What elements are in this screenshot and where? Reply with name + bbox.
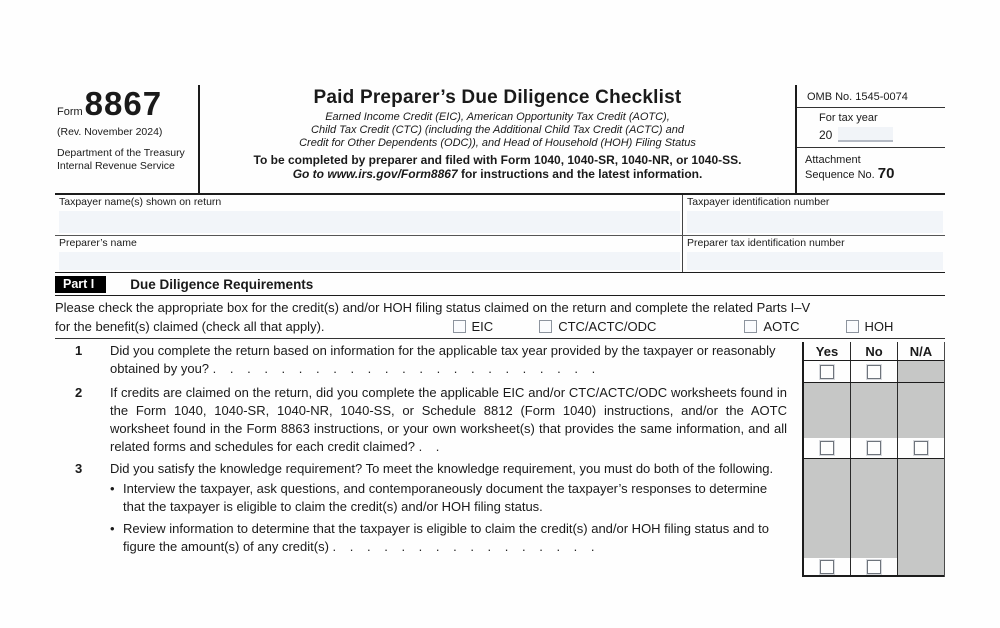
taxpayer-id-cell	[683, 195, 945, 235]
question-3-bullet-1-text: Interview the taxpayer, ask questions, and contemporaneously document the taxpayer’s responses to determine that the taxpayer is eligible to claim the credit(s) and/or HOH filing status.	[123, 481, 768, 514]
question-3-number: 3	[75, 461, 83, 476]
eic-checkbox[interactable]	[453, 320, 466, 333]
question-2-dot-leader: . .	[418, 439, 442, 454]
form-title-block	[200, 85, 795, 193]
question-3-no-checkbox[interactable]	[867, 560, 881, 574]
goto-suffix: for instructions and the latest information.	[457, 167, 703, 181]
identification-section	[55, 195, 945, 273]
preparer-tin-label: Preparer tax identification number	[687, 237, 845, 249]
question-1-yes-checkbox[interactable]	[820, 365, 834, 379]
taxpayer-name-cell	[55, 195, 683, 235]
shaded-filler-row	[804, 383, 944, 438]
tax-year-input[interactable]	[838, 127, 893, 142]
question-3-answer-row	[804, 558, 944, 577]
bullet-icon: •	[110, 521, 115, 536]
intro-line-1: Please check the appropriate box for the credit(s) and/or HOH filing status claimed on the return and complete the related Parts I–V	[55, 300, 811, 315]
irs-url: www.irs.gov/Form8867	[327, 167, 458, 181]
shaded-filler-row	[804, 459, 944, 558]
question-3-yes-checkbox[interactable]	[820, 560, 834, 574]
form-word: Form	[57, 106, 83, 118]
question-1-na-blocked-cell	[897, 361, 944, 382]
goto-instruction	[200, 167, 795, 181]
answer-grid	[802, 342, 945, 577]
tax-year-label: For tax year	[819, 112, 878, 124]
question-3-bullet-1	[110, 480, 787, 516]
question-1-text: Did you complete the return based on information for the applicable tax year provided by the taxpayer or reasonably obtained by you?	[110, 343, 776, 376]
question-1-no-checkbox[interactable]	[867, 365, 881, 379]
form-subtitle	[200, 111, 795, 150]
question-1-answer-row	[804, 361, 944, 383]
attachment-line-1: Attachment	[805, 154, 861, 166]
form-header	[55, 85, 945, 195]
form-8867	[55, 85, 945, 579]
question-2-yes-checkbox[interactable]	[820, 441, 834, 455]
ctc-actc-odc-checkbox[interactable]	[539, 320, 552, 333]
agency-line-2: Internal Revenue Service	[57, 159, 175, 172]
subtitle-line-3: Credit for Other Dependents (ODC)), and Head of Household (HOH) Filing Status	[299, 137, 696, 149]
part1-badge: Part I	[55, 276, 106, 293]
eic-label: EIC	[471, 319, 494, 334]
page-title: Paid Preparer’s Due Diligence Checklist	[313, 87, 682, 108]
subtitle-line-2: Child Tax Credit (CTC) (including the Additional Child Tax Credit (ACTC) and	[311, 124, 684, 136]
question-2-no-checkbox[interactable]	[867, 441, 881, 455]
tax-year-box	[797, 108, 945, 148]
form-number-block	[55, 85, 200, 193]
tax-year-prefix: 20	[819, 128, 833, 142]
taxpayer-name-input[interactable]	[59, 211, 680, 233]
hoh-label: HOH	[864, 319, 894, 334]
hoh-checkbox[interactable]	[846, 320, 859, 333]
preparer-tin-input[interactable]	[687, 252, 943, 270]
preparer-tin-cell	[683, 236, 945, 272]
attachment-line-2: Sequence No.	[805, 169, 875, 181]
answer-grid-header	[804, 342, 944, 361]
taxpayer-name-label: Taxpayer name(s) shown on return	[59, 196, 222, 208]
question-3-bullet-2	[110, 520, 787, 556]
bullet-icon: •	[110, 481, 115, 496]
preparer-name-label: Preparer’s name	[59, 237, 137, 249]
aotc-label: AOTC	[763, 319, 800, 334]
question-2-text: If credits are claimed on the return, did you complete the applicable EIC and/or CTC/ACTC/ODC worksheets found in the Form 1040, 1040-SR, 1040-NR, 1040-SS, or Schedule 8812 (Form 1040) instructions, and/or the AOTC worksheet found in the Form 8863 instructions, or your own worksheet(s) that provides the same information, and all related forms and schedules for each credit claimed?	[110, 385, 787, 454]
preparer-name-input[interactable]	[59, 252, 680, 270]
omb-block	[795, 85, 945, 193]
filing-instruction: To be completed by preparer and filed with Form 1040, 1040-SR, 1040-NR, or 1040-SS.	[253, 153, 742, 167]
question-1	[55, 342, 795, 378]
question-3-bullet-2-text: Review information to determine that the taxpayer is eligible to claim the credit(s) and/or HOH filing status and to figure the amount(s) of any credit(s) . . . . . . . . . . . . . . . .	[123, 521, 769, 554]
question-2-number: 2	[75, 385, 83, 400]
question-2-na-checkbox[interactable]	[914, 441, 928, 455]
attachment-number: 70	[877, 165, 895, 182]
intro-line-2: for the benefit(s) claimed (check all that apply).	[55, 319, 325, 334]
preparer-name-cell	[55, 236, 683, 272]
question-3-na-blocked-cell	[897, 558, 944, 575]
omb-number: OMB No. 1545-0074	[797, 85, 945, 108]
part1-questions	[55, 342, 945, 579]
form-number: 8867	[84, 85, 163, 122]
question-3-dot-leader: . . . . . . . . . . . . . . . .	[332, 539, 597, 554]
column-header-no: No	[850, 342, 897, 360]
question-2	[55, 384, 795, 456]
question-2-answer-row	[804, 438, 944, 459]
question-list	[55, 342, 795, 556]
aotc-checkbox[interactable]	[744, 320, 757, 333]
part1-intro	[55, 296, 945, 339]
attachment-sequence	[797, 148, 945, 193]
agency-block	[57, 147, 194, 172]
ctc-actc-odc-label: CTC/ACTC/ODC	[558, 319, 657, 334]
column-header-yes: Yes	[815, 343, 839, 359]
question-1-dot-leader: . . . . . . . . . . . . . . . . . . . . . . .	[212, 361, 598, 376]
part1-header	[55, 276, 945, 296]
part1-title: Due Diligence Requirements	[130, 277, 314, 292]
taxpayer-id-input[interactable]	[687, 211, 943, 233]
subtitle-line-1: Earned Income Credit (EIC), American Opportunity Tax Credit (AOTC),	[325, 111, 670, 123]
taxpayer-id-label: Taxpayer identification number	[687, 196, 830, 208]
column-header-na: N/A	[897, 342, 944, 360]
agency-line-1: Department of the Treasury	[57, 147, 185, 159]
question-3-text: Did you satisfy the knowledge requirement? To meet the knowledge requirement, you must do both of the following.	[110, 461, 774, 476]
revision-date: (Rev. November 2024)	[57, 126, 163, 138]
goto-prefix: Go to	[292, 167, 328, 181]
question-1-number: 1	[75, 343, 83, 358]
credit-checkbox-row	[325, 317, 945, 336]
question-3	[55, 460, 795, 556]
